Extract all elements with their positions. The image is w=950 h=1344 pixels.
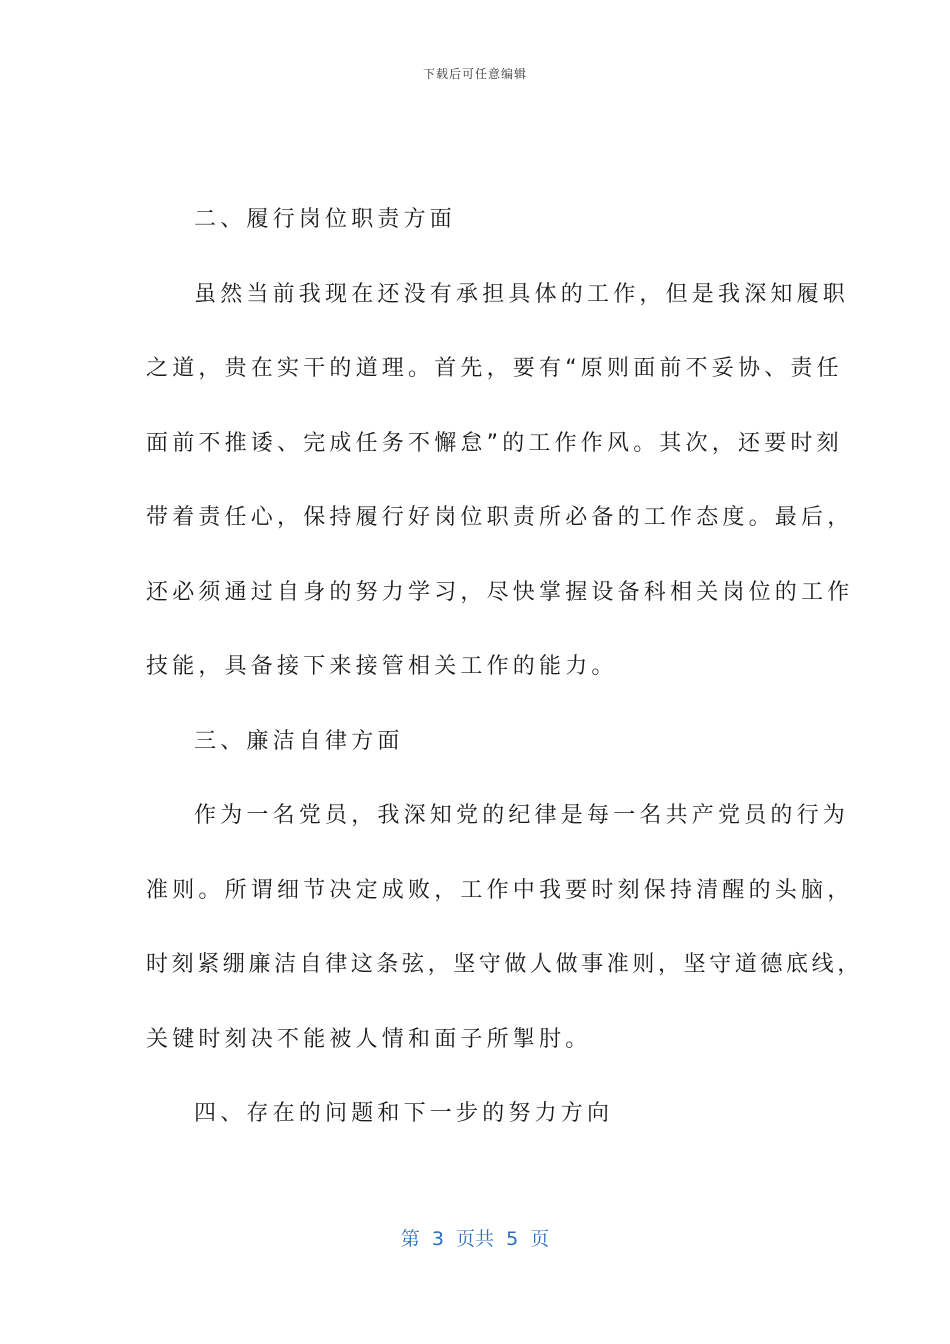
paragraph-line: 之道，贵在实干的道理。首先，要有“原则面前不妥协、责任 (146, 356, 843, 381)
header-note: 下载后可任意编辑 (422, 67, 527, 81)
paragraph-line: 还必须通过自身的努力学习，尽快掌握设备科相关岗位的工作 (146, 579, 854, 605)
paragraph-line: 虽然当前我现在还没有承担具体的工作，但是我深知履职 (194, 281, 850, 307)
paragraph-line: 带着责任心，保持履行好岗位职责所必备的工作态度。最后， (146, 505, 854, 530)
document-body (146, 198, 863, 1167)
paragraph-line: 准则。所谓细节决定成败，工作中我要时刻保持清醒的头脑， (146, 877, 854, 903)
section-heading: 三、廉洁自律方面 (194, 728, 404, 754)
paragraph-line: 面前不推诿、完成任务不懈怠”的工作作风。其次，还要时刻 (146, 430, 843, 456)
section-heading: 四、存在的问题和下一步的努力方向 (194, 1101, 614, 1126)
page-number: 第 3 页共 5 页 (400, 1228, 550, 1250)
paragraph-line: 技能，具备接下来接管相关工作的能力。 (146, 654, 618, 679)
paragraph-line: 作为一名党员，我深知党的纪律是每一名共产党员的行为 (194, 803, 850, 828)
paragraph-line: 时刻紧绷廉洁自律这条弦，坚守做人做事准则，坚守道德底线， (146, 952, 863, 977)
section-heading: 二、履行岗位职责方面 (194, 207, 457, 232)
paragraph-line: 关键时刻决不能被人情和面子所掣肘。 (146, 1026, 592, 1052)
